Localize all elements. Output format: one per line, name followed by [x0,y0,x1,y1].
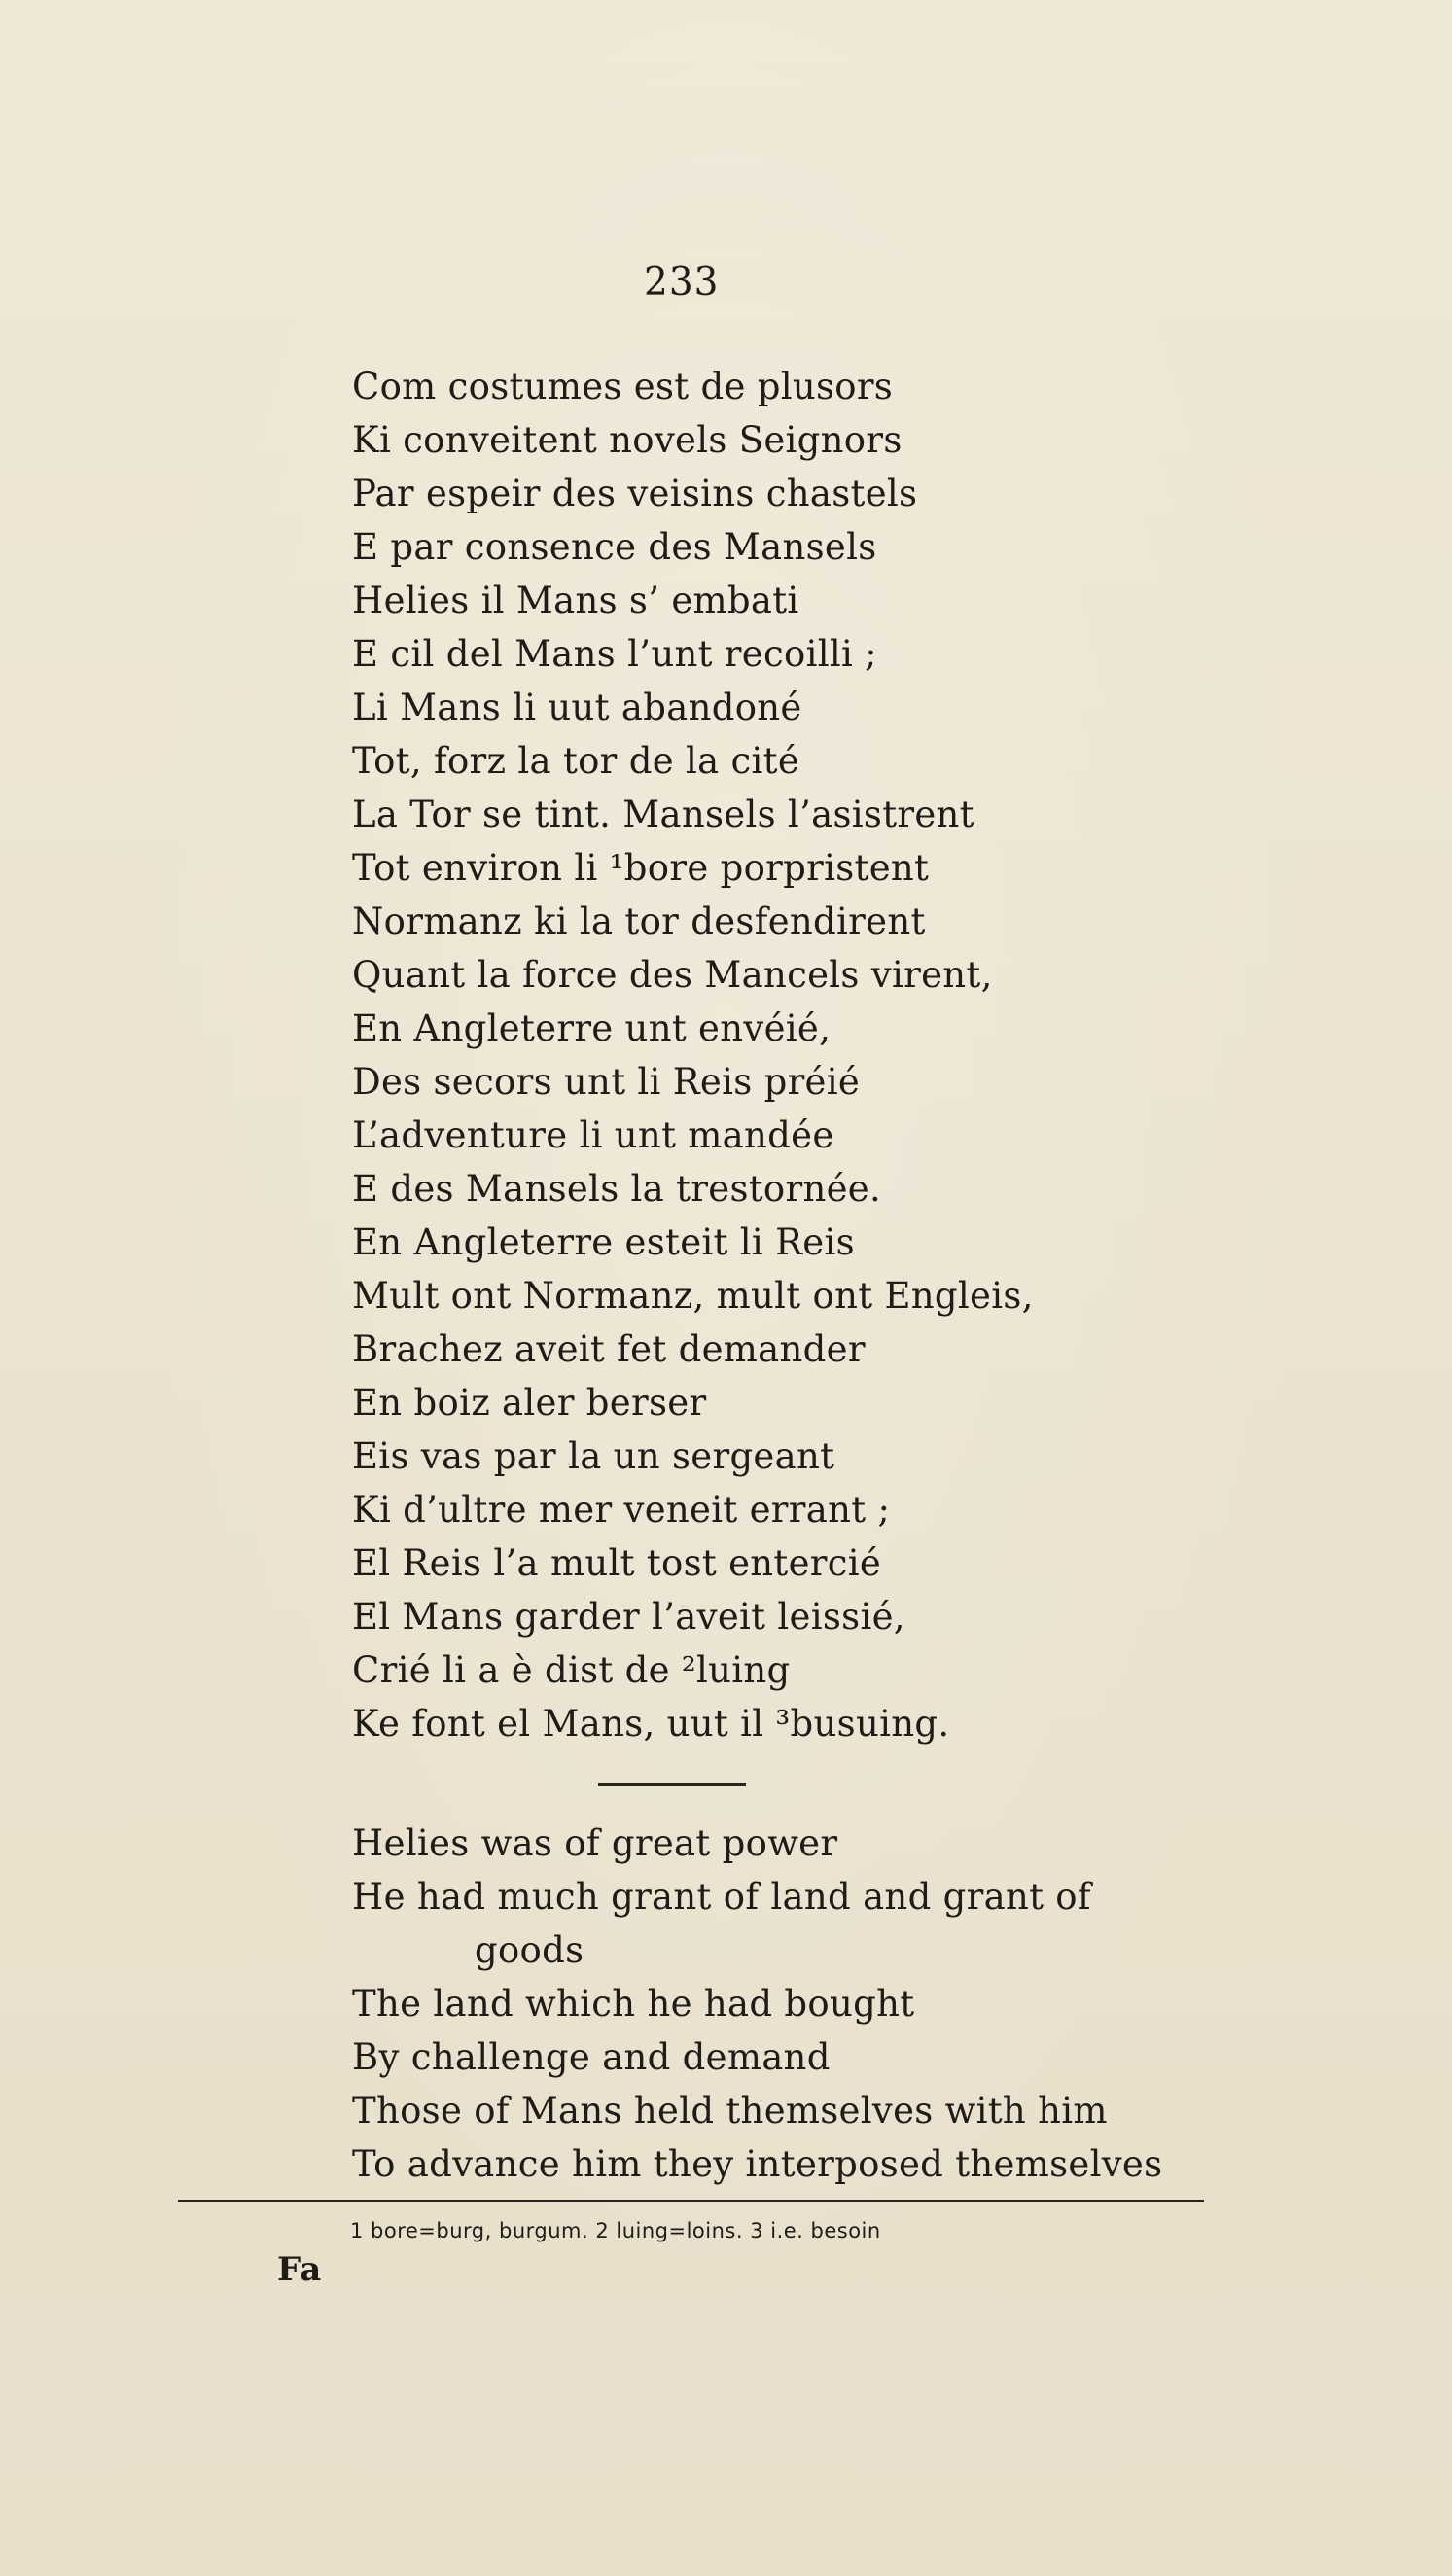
translation-line: goods [475,1929,584,1971]
translation-line: The land which he had bought [352,1983,915,2025]
verse-line: Tot, forz la tor de la cité [352,740,800,782]
verse-line: Brachez aveit fet demander [352,1328,866,1370]
verse-line: Crié li a è dist de ²luing [352,1649,791,1691]
verse-line: Par espeir des veisins chastels [352,473,918,514]
verse-line: Ki conveitent novels Seignors [352,419,903,461]
translation-line: To advance him they interposed themselves [352,2143,1163,2185]
verse-line: E des Mansels la trestornée. [352,1168,882,1210]
verse-line: Helies il Mans s’ embati [352,580,799,621]
verse-line: Des secors unt li Reis préié [352,1061,861,1103]
signature-mark: Fa [277,2250,323,2289]
verse-line: Ki d’ultre mer veneit errant ; [352,1489,891,1531]
verse-line: La Tor se tint. Mansels l’asistrent [352,794,974,835]
verse-line: Li Mans li uut abandoné [352,687,802,728]
verse-line: El Reis l’a mult tost entercié [352,1542,882,1584]
verse-line: En Angleterre esteit li Reis [352,1221,855,1263]
translation-line: Helies was of great power [352,1822,838,1864]
old-french-verse [352,360,1286,1750]
verse-line: El Mans garder l’aveit leissié, [352,1596,905,1638]
verse-line: Eis vas par la un sergeant [352,1435,835,1477]
english-translation [352,1817,1286,2191]
verse-line: En boiz aler berser [352,1382,707,1424]
verse-line: L’adventure li unt mandée [352,1114,834,1156]
verse-line: En Angleterre unt envéié, [352,1007,832,1049]
translation-line: He had much grant of land and grant of [352,1876,1091,1918]
verse-line: Mult ont Normanz, mult ont Engleis, [352,1275,1034,1317]
verse-line: Quant la force des Mancels virent, [352,954,993,996]
footnotes: 1 bore=burg, burgum. 2 luing=loins. 3 i.e. besoin [350,2219,881,2242]
section-divider [598,1783,746,1786]
verse-line: Tot environ li ¹bore porpristent [352,847,930,889]
verse-line: Normanz ki la tor desfendirent [352,900,926,942]
translation-line: By challenge and demand [352,2036,831,2078]
footnote-rule [178,2200,1204,2202]
verse-line: Ke font el Mans, uut il ³busuing. [352,1703,950,1745]
verse-line: E par consence des Mansels [352,526,877,568]
page-number: 233 [644,261,720,304]
translation-line: Those of Mans held themselves with him [352,2090,1108,2132]
verse-line: E cil del Mans l’unt recoilli ; [352,633,877,675]
verse-line: Com costumes est de plusors [352,366,894,407]
